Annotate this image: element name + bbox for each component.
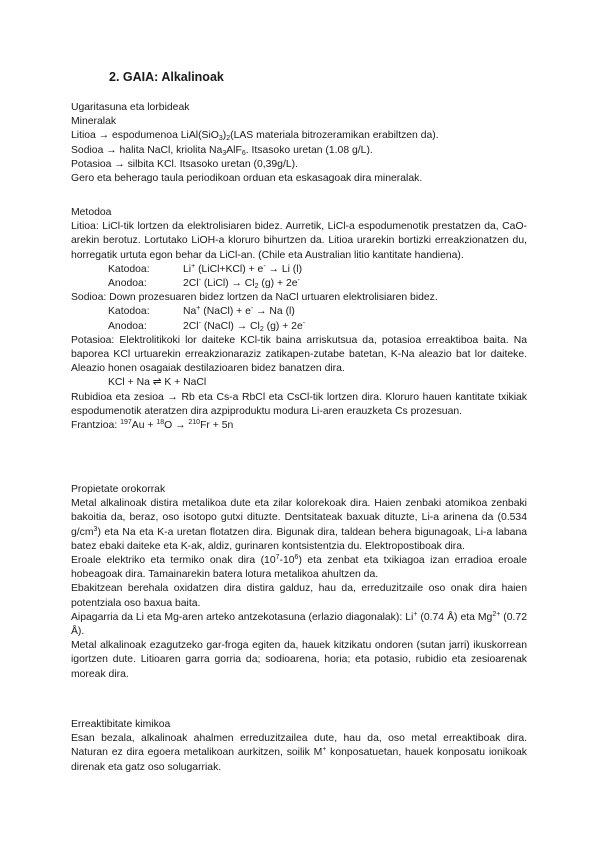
- li-katodoa-equation: Katodoa: Li+ (LiCl+KCl) + e- → Li (l): [108, 262, 303, 275]
- section-heading: Propietate orokorrak: [71, 484, 166, 495]
- page-title: 2. GAIA: Alkalinoak: [109, 70, 224, 84]
- litioa-line: Litioa → espodumenoa $LiAl(SiO_3)_2(LAS$ materiala bitrozeramikan erabiltzen da).: [71, 130, 439, 143]
- propietate-paragraph-1: Metal alkalinoak distira metalikoa dute eta zilar kolorekoak dira. Haien zenbaki atomikoa zenbaki bakoitia da, beraz, oso isotopo gutxi dituzte. Dentsitateak baxuak dituzte, Li-a arinena da (0.534 $g/cm^3$) eta Na eta K-a uretan flotatzen dira. Bigunak dira, taldean behera bigunagoak, Li-a labana batez ebaki daiteke eta K-ak, aldiz, gurinaren kontsistentzia du. Elektropostiboak dira.: [71, 498, 527, 552]
- potasioa-line: Potasioa → silbita KCl. Itsasoko uretan (0,39g/L).: [71, 158, 298, 170]
- subsection-heading: Mineralak: [71, 116, 117, 128]
- section-propietate: [71, 483, 527, 682]
- erreaktibitate-paragraph-1: Esan bezala, alkalinoak ahalmen erreduzitzailea dute, hau da, oso metal erreaktiboak dira. Naturan ez dira egoera metalikoan aurkitzen, soilik M+ konposatuetan, hauek konposatu ionikoak direnak eta gatz oso solugarriak.: [71, 733, 527, 773]
- section-heading: Ugaritasuna eta lorbideak: [71, 102, 190, 113]
- frantzioa-line: Frantzioa: $^{197}$Au + $^{18}$O → $^{210}$Fr + 5n: [71, 419, 234, 432]
- rubidioa-paragraph: Rubidioa eta zesioa → Rb eta Cs-a RbCl eta CsCl-tik lortzen dira. Kloruro hauen kantitate txikiak espodumenotik ateratzen dira azpiproduktu modura Li-aren erauzketa Cs prozesuan.: [71, 391, 527, 417]
- section-metodoa: [71, 206, 527, 433]
- sodioa-paragraph: Sodioa: Down prozesuaren bidez lortzen da NaCl urtuaren elektrolisiaren bidez.: [71, 292, 438, 304]
- section-heading: Erreaktibitate kimikoa: [71, 719, 171, 730]
- propietate-paragraph-5: Metal alkalinoak ezagutzeko gar-froga egiten da, hauek kitzikatu ondoren (sutan jarri) ikuskorrean igortzen dute. Litioaren garra gorria da; sodioarena, horia; eta potasio, rubidio eta zesioarenak moreak dira.: [71, 640, 527, 680]
- propietate-paragraph-4: Aipagarria da Li eta Mg-aren arteko antzekotasuna (erlazio diagonalak): Li+ (0.74 Å) eta $Mg^{2+}$ (0.72 Å).: [71, 610, 527, 638]
- sodioa-line: Sodioa → halita NaCl, kriolita $Na_3AlF_6$. Itsasoko uretan (1.08 g/L).: [71, 144, 373, 157]
- section-erreaktibitate: [71, 718, 527, 775]
- section-ugaritasuna: [71, 101, 527, 186]
- na-katodoa-equation: Katodoa: Na+ (NaCl) + e- → Na (l): [108, 305, 295, 318]
- section-heading: Metodoa: [71, 207, 112, 218]
- potasioa-paragraph: Potasioa: Elektrolitikoki lor daiteke KCl-tik baina arriskutsua da, potasioa erreaktiboa baita. Na baporea KCl urtuarekin erreakzionaraziz zatikapen-zutabe batetan, K-Na aleazio bat lor daiteke. Aleazio honen osagaiak destilazioaren bidez banatzen dira.: [71, 334, 527, 375]
- na-anodoa-equation: Anodoa: 2Cl- (NaCl) → $Cl_2$ (g) + 2e-: [108, 319, 306, 333]
- propietate-paragraph-2: Eroale elektriko eta termiko onak dira $(10^7-10^6)$ eta zenbat eta txikiagoa izan erradioa eroale hobeagoak dira. Tamainarekin batera lotura metalikoa ahultzen da.: [71, 554, 527, 581]
- propietate-paragraph-3: Ebakitzean berehala oxidatzen dira distira galduz, hau da, erreduzitzaile oso onak dira haien potentziala oso baxua baita.: [71, 583, 527, 609]
- litioa-paragraph: Litioa: LiCl-tik lortzen da elektrolisiaren bidez. Aurretik, LiCl-a espodumenotik prestatzen da, CaO-arekin berotuz. Lortutako LiOH-a kloruro bihurtzen da. Litioa urarekin bortizki erreakzionatzen du, horregatik urtuta egon behar da LiCl-an. (Chile eta Australian litio kantitate handiena).: [71, 221, 527, 261]
- k-na-equation: KCl + Na ⇌ K + NaCl: [108, 377, 207, 389]
- gero-line: Gero eta beherago taula periodikoan orduan eta eskasagoak dira mineralak.: [71, 173, 423, 185]
- li-anodoa-equation: Anodoa: 2Cl- (LiCl) → $Cl_2$ (g) + 2e-: [108, 277, 300, 291]
